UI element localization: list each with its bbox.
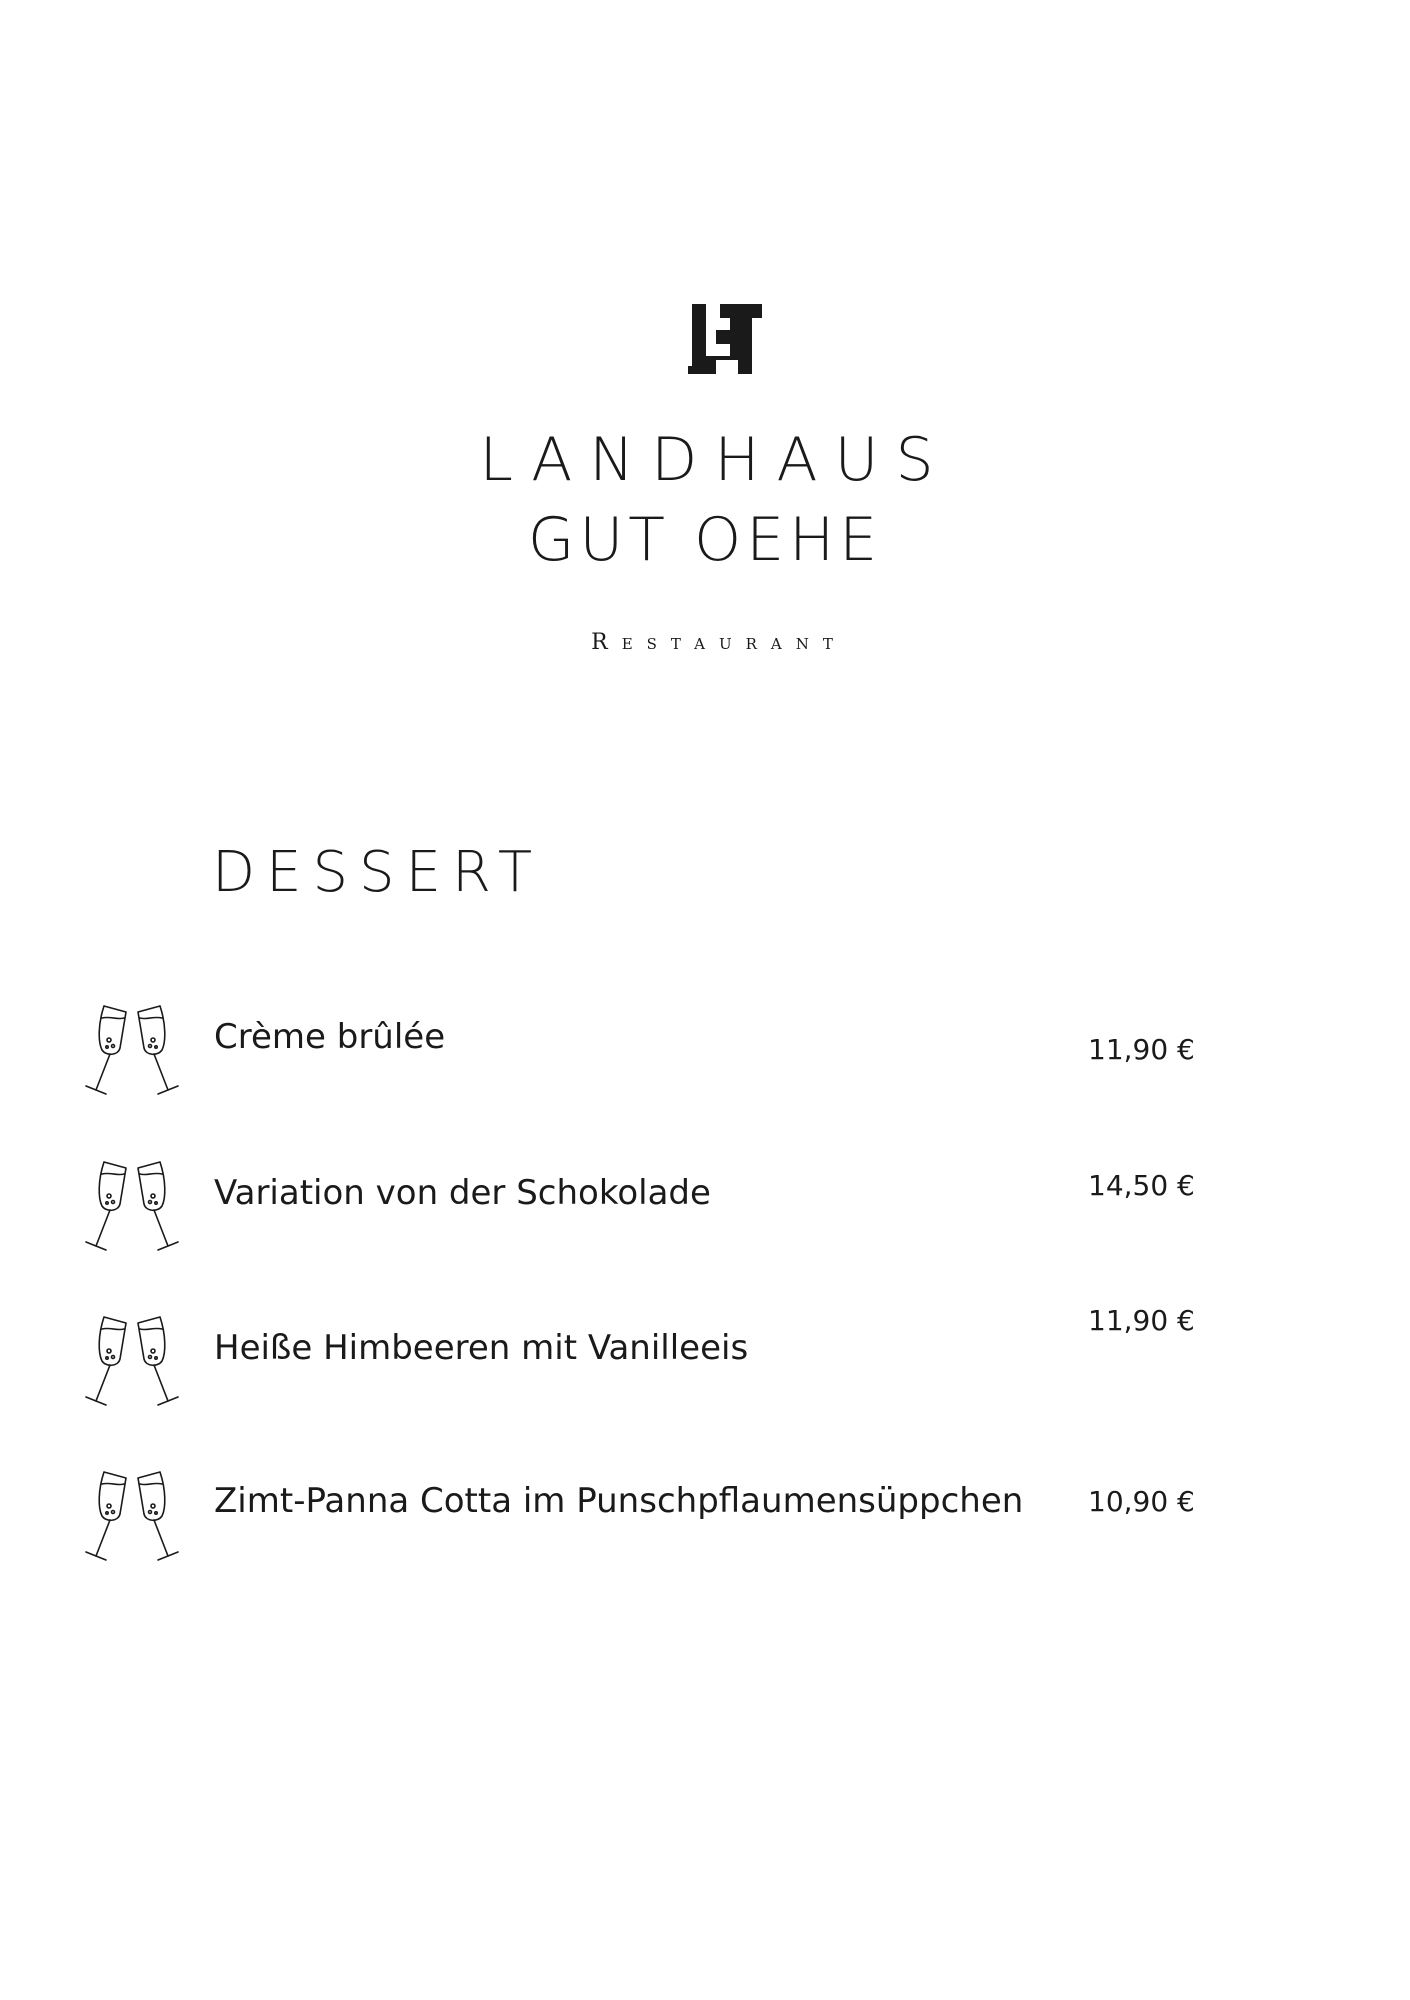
brand-name-line1: LANDHAUS (479, 425, 951, 495)
section-title: DESSERT (212, 840, 544, 905)
champagne-glasses-icon (80, 1315, 184, 1409)
menu-item (0, 1304, 1410, 1435)
menu-item-name: Crème brûlée (214, 1017, 446, 1057)
menu-item-name: Heiße Himbeeren mit Vanilleeis (214, 1328, 749, 1368)
brand-name-line2: GUT OEHE (527, 505, 883, 575)
menu-item-price: 14,50 € (1088, 1169, 1195, 1202)
menu-item-name: Variation von der Schokolade (214, 1173, 711, 1213)
menu-item-price: 10,90 € (1088, 1485, 1195, 1518)
menu-item (0, 1470, 1410, 1590)
menu-item-name: Zimt-Panna Cotta im Punschpflaumensüppchen (214, 1481, 1024, 1521)
champagne-glasses-icon (80, 1004, 184, 1098)
menu-item-price: 11,90 € (1088, 1304, 1195, 1337)
champagne-glasses-icon (80, 1470, 184, 1564)
menu-item (0, 1160, 1410, 1280)
brand-subtitle: Restaurant (591, 630, 847, 655)
menu-item (0, 1004, 1410, 1124)
lh-monogram-icon (686, 304, 764, 374)
champagne-glasses-icon (80, 1160, 184, 1254)
menu-item-price: 11,90 € (1088, 1033, 1195, 1066)
